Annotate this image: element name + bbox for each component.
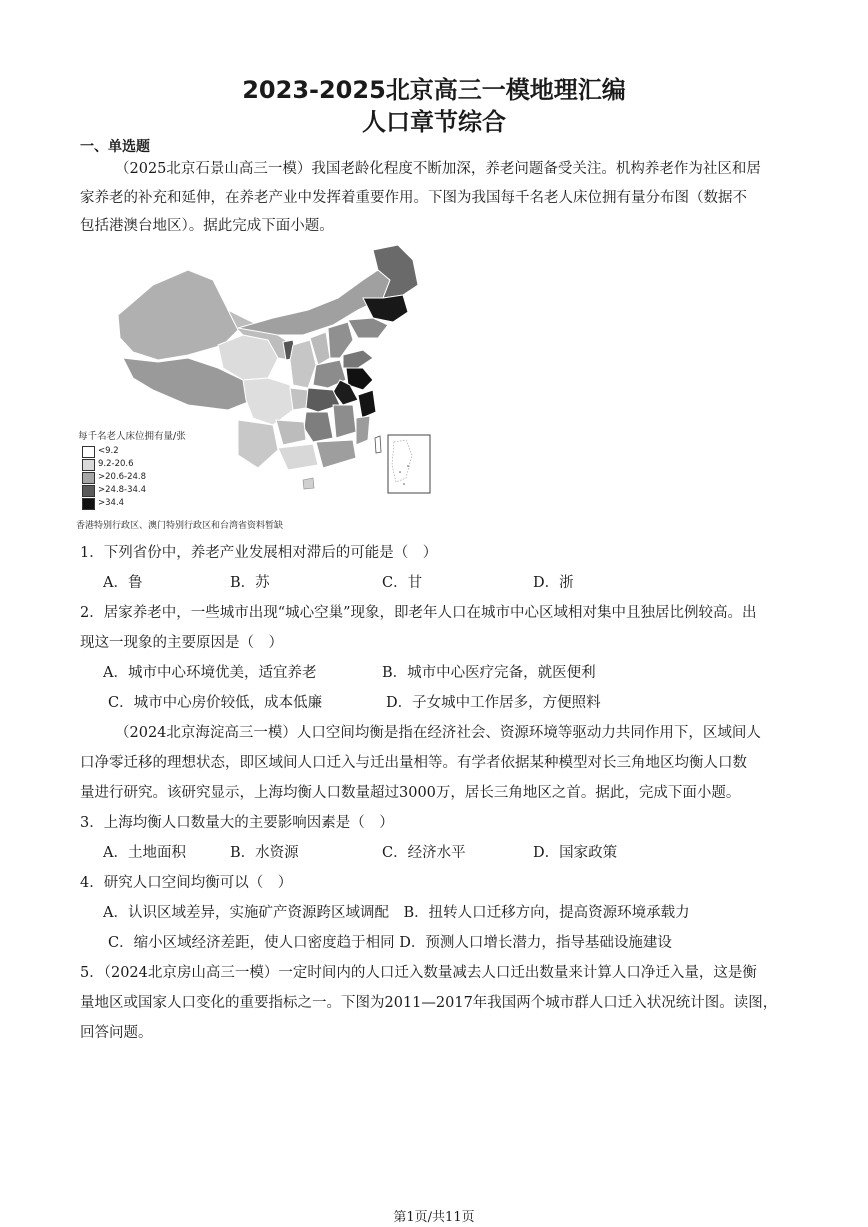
doc-subtitle: 人口章节综合 — [362, 108, 506, 136]
q3-option-a[interactable]: A．土地面积 — [103, 845, 186, 861]
q5-stem-line2: 量地区或国家人口变化的重要指标之一。下图为2011—2017年我国两个城市群人口迁入状况统计图。读图， — [80, 995, 778, 1011]
q2-option-d[interactable]: D．子女城中工作居多，方便照料 — [386, 695, 601, 711]
legend-label: 9.2-20.6 — [98, 459, 134, 469]
q1-option-d[interactable]: D．浙 — [533, 575, 574, 591]
q1-option-b[interactable]: B．苏 — [230, 575, 270, 591]
q3-option-d[interactable]: D．国家政策 — [533, 845, 618, 861]
q4-stem: 4．研究人口空间均衡可以（ ） — [80, 875, 293, 891]
legend-label: <9.2 — [98, 446, 119, 456]
province-shandong — [343, 350, 373, 368]
province-zhejiang — [358, 390, 376, 418]
legend-label: >24.8-34.4 — [98, 485, 147, 495]
province-guizhou — [276, 420, 306, 445]
intro1-line3: 包括港澳台地区）。据此完成下面小题。 — [80, 218, 334, 234]
province-chongqing — [290, 388, 308, 410]
q4-options-ab[interactable]: A．认识区域差异，实施矿产资源跨区域调配 B．扭转人口迁移方向，提高资源环境承载力 — [103, 905, 690, 921]
q2-option-a[interactable]: A．城市中心环境优美，适宜养老 — [103, 665, 317, 681]
intro2-line2: 口净零迁移的理想状态，即区域间人口迁入与迁出量相等。有学者依据某种模型对长三角地区均衡人口数 — [80, 755, 747, 771]
intro2-line1: （2024北京海淀高三一模）人口空间均衡是指在经济社会、资源环境等驱动力共同作用下，区域间人 — [115, 725, 761, 741]
q3-option-c[interactable]: C．经济水平 — [382, 845, 466, 861]
province-yunnan — [238, 420, 278, 468]
map-note: 香港特别行政区、澳门特别行政区和台湾省资料暂缺 — [76, 521, 284, 531]
province-guangxi — [278, 444, 318, 470]
legend-swatch — [82, 446, 95, 458]
q1-option-a[interactable]: A．鲁 — [103, 575, 143, 591]
province-shaanxi — [290, 340, 316, 388]
china-map-figure — [78, 240, 448, 530]
q3-stem: 3．上海均衡人口数量大的主要影响因素是（ ） — [80, 815, 394, 831]
q2-option-b[interactable]: B．城市中心医疗完备，就医便利 — [382, 665, 596, 681]
intro2-line3: 量进行研究。该研究显示，上海均衡人口数量超过3000万，居长三角地区之首。据此，完成下面小题。 — [80, 785, 741, 801]
legend-label: >34.4 — [98, 498, 125, 508]
province-guangdong — [316, 440, 356, 468]
legend-swatch — [82, 498, 95, 510]
q2-stem-line2: 现这一现象的主要原因是（ ） — [80, 635, 283, 651]
intro1-line2: 家养老的补充和延伸，在养老产业中发挥着重要作用。下图为我国每千名老人床位拥有量分布图（数据不 — [80, 190, 747, 206]
south-china-sea-inset — [388, 435, 430, 493]
intro1-line1: （2025北京石景山高三一模）我国老龄化程度不断加深，养老问题备受关注。机构养老作为社区和居 — [115, 161, 761, 177]
q4-options-cd[interactable]: C．缩小区域经济差距，使人口密度趋于相同 D．预测人口增长潜力，指导基础设施建设 — [108, 935, 672, 951]
q1-stem: 1．下列省份中，养老产业发展相对滞后的可能是（ ） — [80, 545, 438, 561]
province-sichuan — [243, 378, 293, 425]
page-footer: 第1页/共11页 — [393, 1210, 475, 1225]
legend-swatch — [82, 472, 95, 484]
province-taiwan — [375, 436, 381, 453]
q1-option-c[interactable]: C．甘 — [382, 575, 423, 591]
province-hebei — [328, 322, 353, 358]
province-liaoning — [348, 318, 388, 338]
legend-label: >20.6-24.8 — [98, 472, 147, 482]
q2-stem-line1: 2．居家养老中，一些城市出现“城心空巢”现象，即老年人口在城市中心区域相对集中且独居比例较高。出 — [80, 605, 757, 621]
section-heading: 一、单选题 — [80, 139, 150, 155]
province-hainan — [303, 478, 314, 489]
map-legend-title: 每千名老人床位拥有量/张 — [78, 431, 186, 442]
q5-stem-line1: 5．（2024北京房山高三一模）一定时间内的人口迁入数量减去人口迁出数量来计算人口净迁入量，这是衡 — [80, 965, 757, 981]
province-fujian — [356, 416, 370, 445]
province-jiangxi — [333, 405, 356, 438]
province-hunan — [304, 412, 333, 442]
doc-title: 2023-2025北京高三一模地理汇编 — [242, 76, 626, 104]
legend-swatch — [82, 459, 95, 471]
q5-stem-line3: 回答问题。 — [80, 1025, 153, 1041]
q3-option-b[interactable]: B．水资源 — [230, 845, 299, 861]
legend-swatch — [82, 485, 95, 497]
q2-option-c[interactable]: C．城市中心房价较低，成本低廉 — [108, 695, 323, 711]
